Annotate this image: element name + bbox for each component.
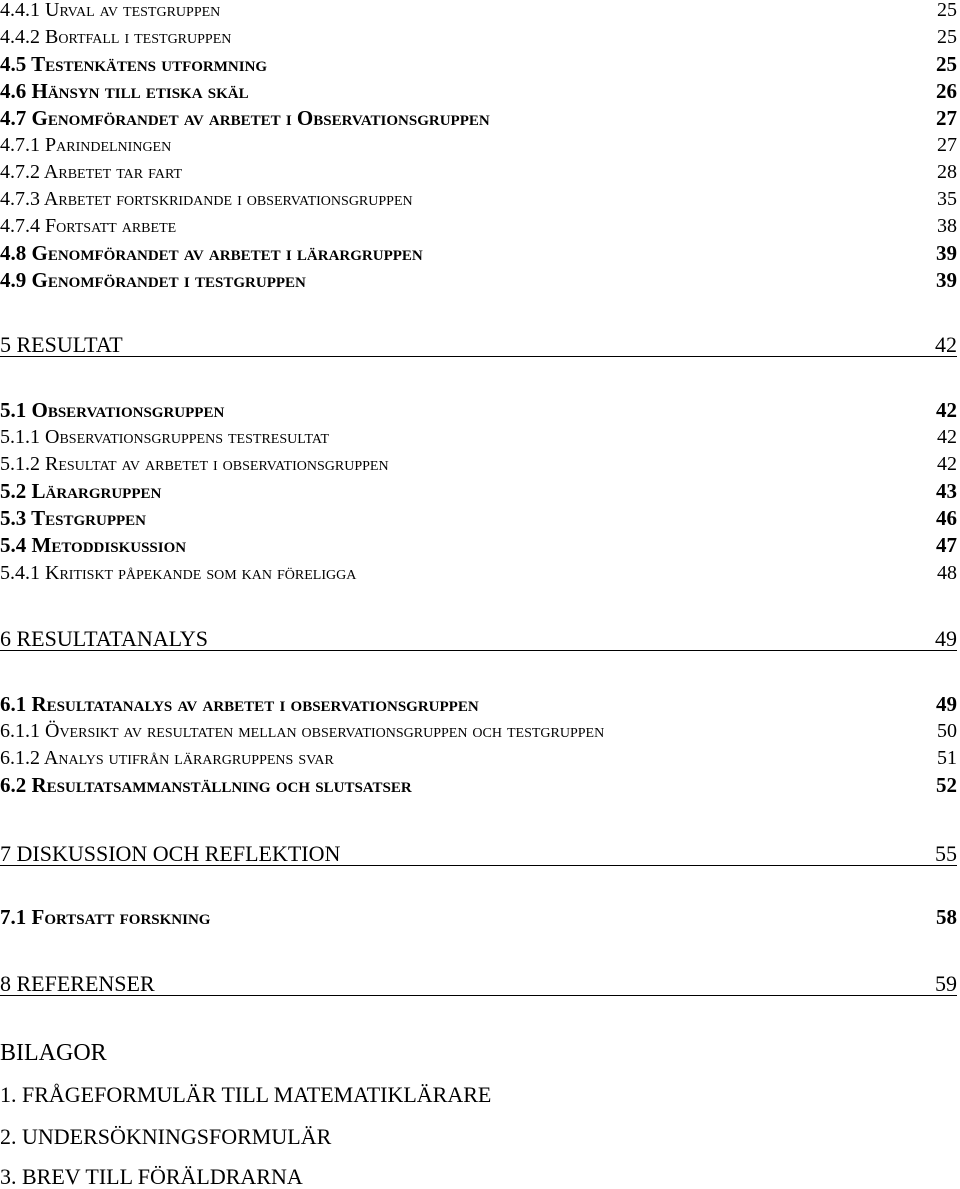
- toc-entry-number: 5.4.1: [0, 562, 40, 584]
- toc-entry-title: Observationsgruppen: [31, 398, 225, 422]
- toc-entry-title: Resultatsammanställning och slutsatser: [31, 773, 412, 797]
- toc-entry-title: Arbetet fortskridande i observationsgruppen: [43, 188, 413, 210]
- toc-entry-number: 5.1.2: [0, 453, 40, 475]
- toc-entry-page: 35: [937, 188, 957, 210]
- toc-entry-number: 5.4: [0, 533, 27, 557]
- toc-entry-title: Arbetet tar fart: [43, 161, 183, 183]
- toc-entry[interactable]: [0, 0, 957, 20]
- toc-entry-page: 42: [937, 426, 957, 448]
- toc-entry-title: DISKUSSION OCH REFLEKTION: [16, 841, 341, 866]
- toc-entry-title: Bortfall i testgruppen: [45, 26, 232, 48]
- toc-entry-title: Genomförandet av arbetet i Observationsgruppen: [31, 106, 490, 130]
- toc-entry-title: Fortsatt forskning: [31, 905, 211, 929]
- toc-entry[interactable]: [0, 108, 957, 129]
- toc-entry[interactable]: [0, 243, 957, 264]
- toc-entry-page: 49: [935, 626, 957, 651]
- toc-entry-page: 25: [937, 26, 957, 48]
- toc-entry-title: Resultat av arbetet i observationsgruppen: [45, 453, 389, 475]
- toc-entry-title: Kritiskt påpekande som kan föreligga: [45, 562, 357, 584]
- toc-entry-title: RESULTATANALYS: [16, 626, 208, 651]
- toc-entry-number: 4.7.4: [0, 215, 40, 237]
- toc-entry-number: 4.6: [0, 79, 27, 103]
- toc-entry-number: 7: [0, 841, 11, 866]
- toc-entry-page: 43: [936, 479, 957, 503]
- toc-entry-page: 42: [935, 332, 957, 357]
- toc-entry[interactable]: [0, 748, 957, 768]
- toc-chapter[interactable]: [0, 334, 957, 357]
- toc-entry-page: 58: [936, 905, 957, 929]
- toc-chapter[interactable]: [0, 973, 957, 996]
- toc-entry-title: REFERENSER: [16, 971, 155, 996]
- toc-entry-page: 59: [935, 971, 957, 996]
- toc-chapter[interactable]: [0, 843, 957, 866]
- toc-entry-page: 51: [937, 747, 957, 769]
- toc-entry-number: 4.4.1: [0, 0, 40, 21]
- toc-entry-number: 5.3: [0, 506, 27, 530]
- bilagor-heading: BILAGOR: [0, 1040, 107, 1066]
- toc-entry-number: 4.7.2: [0, 161, 40, 183]
- toc-entry[interactable]: [0, 907, 957, 928]
- toc-entry-title: Testenkätens utformning: [31, 52, 268, 76]
- toc-entry-title: RESULTAT: [16, 332, 123, 357]
- toc-entry-page: 50: [937, 720, 957, 742]
- toc-entry-number: 4.8: [0, 241, 27, 265]
- toc-entry-title: Resultatanalys av arbetet i observationsgruppen: [31, 692, 479, 716]
- toc-entry-page: 28: [937, 161, 957, 183]
- bilaga-item[interactable]: 1. FRÅGEFORMULÄR TILL MATEMATIKLÄRARE: [0, 1082, 492, 1107]
- toc-entry-page: 39: [936, 241, 957, 265]
- toc-entry-number: 5: [0, 332, 11, 357]
- toc-entry-number: 4.7.3: [0, 188, 40, 210]
- toc-entry-page: 25: [937, 0, 957, 21]
- toc-entry[interactable]: [0, 721, 957, 741]
- toc-entry-title: Observationsgruppens testresultat: [45, 426, 330, 448]
- toc-chapter[interactable]: [0, 628, 957, 651]
- toc-entry-number: 6.1.2: [0, 747, 40, 769]
- bilaga-item[interactable]: 2. UNDERSÖKNINGSFORMULÄR: [0, 1124, 332, 1149]
- toc-entry-page: 27: [937, 134, 957, 156]
- toc-entry[interactable]: [0, 535, 957, 556]
- toc-entry-number: 4.7: [0, 106, 27, 130]
- toc-entry-title: Lärargruppen: [31, 479, 162, 503]
- toc-entry[interactable]: [0, 427, 957, 447]
- toc-entry-page: 55: [935, 841, 957, 866]
- toc-entry-number: 7.1: [0, 905, 27, 929]
- toc-entry-page: 46: [936, 506, 957, 530]
- toc-entry-page: 39: [936, 268, 957, 292]
- toc-entry-number: 6: [0, 626, 11, 651]
- toc-entry-page: 27: [936, 106, 957, 130]
- toc-entry[interactable]: [0, 162, 957, 182]
- toc-entry-title: Hänsyn till etiska skäl: [31, 79, 249, 103]
- toc-entry[interactable]: [0, 216, 957, 236]
- toc-entry-title: Genomförandet i testgruppen: [31, 268, 306, 292]
- toc-entry-title: Parindelningen: [45, 134, 172, 156]
- toc-entry[interactable]: [0, 135, 957, 155]
- toc-entry-number: 5.1.1: [0, 426, 40, 448]
- toc-entry-title: Fortsatt arbete: [45, 215, 177, 237]
- toc-entry[interactable]: [0, 27, 957, 47]
- toc-entry[interactable]: [0, 563, 957, 583]
- toc-entry-number: 4.9: [0, 268, 27, 292]
- toc-entry-number: 4.5: [0, 52, 27, 76]
- toc-entry[interactable]: [0, 454, 957, 474]
- toc-entry-page: 49: [936, 692, 957, 716]
- toc-entry-number: 6.1: [0, 692, 27, 716]
- toc-entry-page: 42: [937, 453, 957, 475]
- toc-entry-page: 47: [936, 533, 957, 557]
- toc-entry-page: 26: [936, 79, 957, 103]
- toc-entry-title: Metoddiskussion: [31, 533, 187, 557]
- toc-entry-page: 25: [936, 52, 957, 76]
- toc-entry-number: 4.7.1: [0, 134, 40, 156]
- toc-entry-title: Urval av testgruppen: [45, 0, 221, 21]
- toc-entry-number: 6.2: [0, 773, 27, 797]
- toc-entry[interactable]: [0, 400, 957, 421]
- toc-entry-page: 42: [936, 398, 957, 422]
- toc-entry[interactable]: [0, 270, 957, 291]
- toc-entry[interactable]: [0, 508, 957, 529]
- toc-entry[interactable]: [0, 81, 957, 102]
- toc-entry-page: 48: [937, 562, 957, 584]
- toc-entry[interactable]: [0, 481, 957, 502]
- toc-entry[interactable]: [0, 54, 957, 75]
- toc-entry-number: 6.1.1: [0, 720, 40, 742]
- toc-entry-number: 8: [0, 971, 11, 996]
- toc-entry-title: Testgruppen: [31, 506, 146, 530]
- toc-entry[interactable]: [0, 775, 957, 796]
- toc-entry-number: 5.2: [0, 479, 27, 503]
- toc-entry-title: Genomförandet av arbetet i lärargruppen: [31, 241, 423, 265]
- bilaga-item[interactable]: 3. BREV TILL FÖRÄLDRARNA: [0, 1164, 303, 1189]
- toc-entry-title: Analys utifrån lärargruppens svar: [43, 747, 334, 769]
- toc-entry-number: 5.1: [0, 398, 27, 422]
- toc-entry[interactable]: [0, 694, 957, 715]
- toc-entry-number: 4.4.2: [0, 26, 40, 48]
- toc-entry-title: Översikt av resultaten mellan observationsgruppen och testgruppen: [45, 720, 605, 742]
- toc-entry[interactable]: [0, 189, 957, 209]
- toc-entry-page: 52: [936, 773, 957, 797]
- toc-entry-page: 38: [937, 215, 957, 237]
